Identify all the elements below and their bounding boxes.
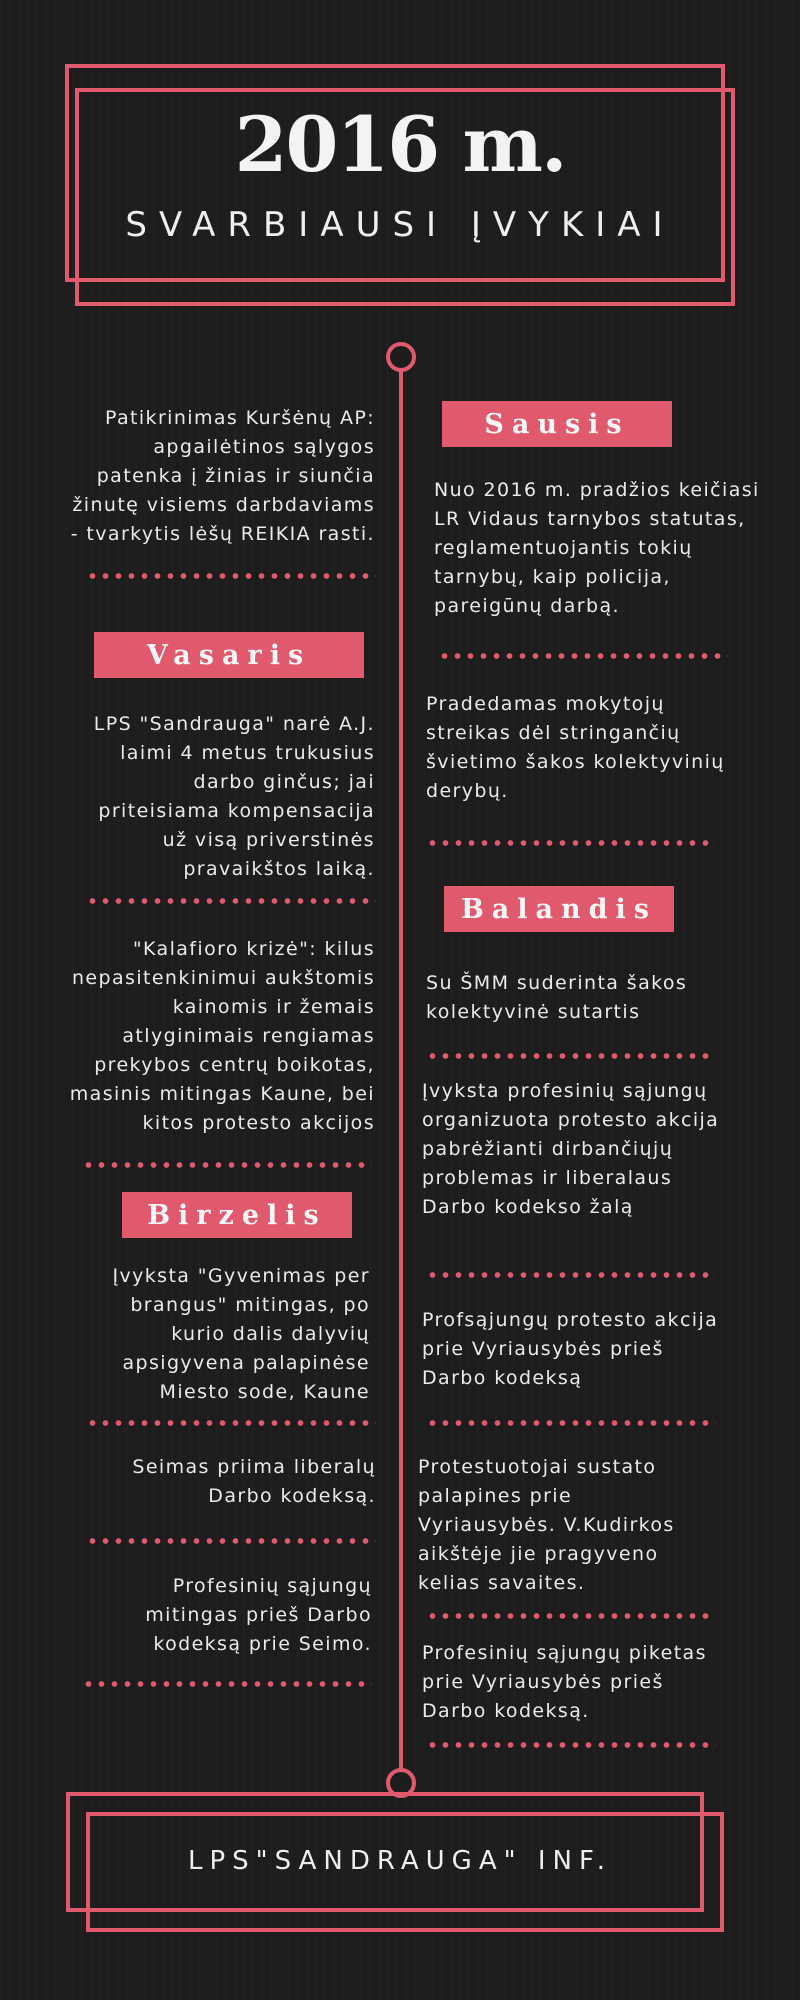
event-text: Profesinių sąjungų mitingas prieš Darbo kodeksą prie Seimo. <box>145 1575 372 1655</box>
month-label-birzelis: Birzelis <box>122 1192 352 1238</box>
dotted-divider <box>86 897 376 905</box>
event-text: "Kalafioro krizė": kilus nepasitenkinimui aukštomis kainomis ir žemais atlyginimais rengiamas prekybos centrų boikotas, masinis mitingas Kaune, bei kitos protesto akcijos <box>69 938 375 1134</box>
dotted-divider <box>426 1741 716 1749</box>
month-label-balandis: Balandis <box>444 886 674 932</box>
timeline-line <box>399 370 403 1780</box>
event-text: Seimas priima liberalų Darbo kodeksą. <box>132 1456 376 1507</box>
dotted-divider <box>86 1537 376 1545</box>
month-label-sausis: Sausis <box>442 401 672 447</box>
event-text: Su ŠMM suderinta šakos kolektyvinė sutartis <box>426 972 688 1023</box>
dotted-divider <box>426 1419 716 1427</box>
event-text: Pradedamas mokytojų streikas dėl stringančių švietimo šakos kolektyvinių derybų. <box>426 693 725 802</box>
dotted-divider <box>426 1052 716 1060</box>
timeline-start-circle <box>386 342 416 372</box>
event-text: Nuo 2016 m. pradžios keičiasi LR Vidaus tarnybos statutas, reglamentuojantis tokių tarnybų, kaip policija, pareigūnų darbą. <box>434 479 760 617</box>
dotted-divider <box>86 572 376 580</box>
event-text: Patikrinimas Kuršėnų AP: apgailėtinos sąlygos patenka į žinias ir siunčia žinutę visiems darbdaviams - tvarkytis lėšų REIKIA rasti. <box>70 407 375 545</box>
page-subtitle: SVARBIAUSI ĮVYKIAI <box>125 205 675 245</box>
page-title: 2016 m. <box>234 100 566 189</box>
dotted-divider <box>426 839 716 847</box>
event-text: Profesinių sąjungų piketas prie Vyriausybės prieš Darbo kodeksą. <box>422 1642 707 1722</box>
event-text: Protestuotojai sustato palapines prie Vyriausybės. V.Kudirkos aikštėje jie pragyveno kelias savaites. <box>418 1456 675 1594</box>
event-text: Įvyksta profesinių sąjungų organizuota protesto akcija pabrėžianti dirbančiųjų problemas ir liberalaus Darbo kodekso žalą <box>422 1080 720 1218</box>
dotted-divider <box>82 1161 372 1169</box>
event-text: LPS "Sandrauga" narė A.J. laimi 4 metus trukusius darbo ginčus; jai priteisiama kompensacija už visą priverstinės pravaikštos laiką. <box>93 713 375 880</box>
event-text: Profsąjungų protesto akcija prie Vyriausybės prieš Darbo kodeksą <box>422 1309 719 1389</box>
dotted-divider <box>86 1419 376 1427</box>
month-label-vasaris: Vasaris <box>94 632 364 678</box>
footer-label: LPS"SANDRAUGA" INF. <box>187 1846 612 1876</box>
dotted-divider <box>438 652 728 660</box>
dotted-divider <box>426 1271 716 1279</box>
event-text: Įvyksta "Gyvenimas per brangus" mitingas, po kurio dalis dalyvių apsigyvena palapinėse Miesto sode, Kaune <box>112 1265 370 1403</box>
dotted-divider <box>426 1612 716 1620</box>
dotted-divider <box>82 1680 372 1688</box>
